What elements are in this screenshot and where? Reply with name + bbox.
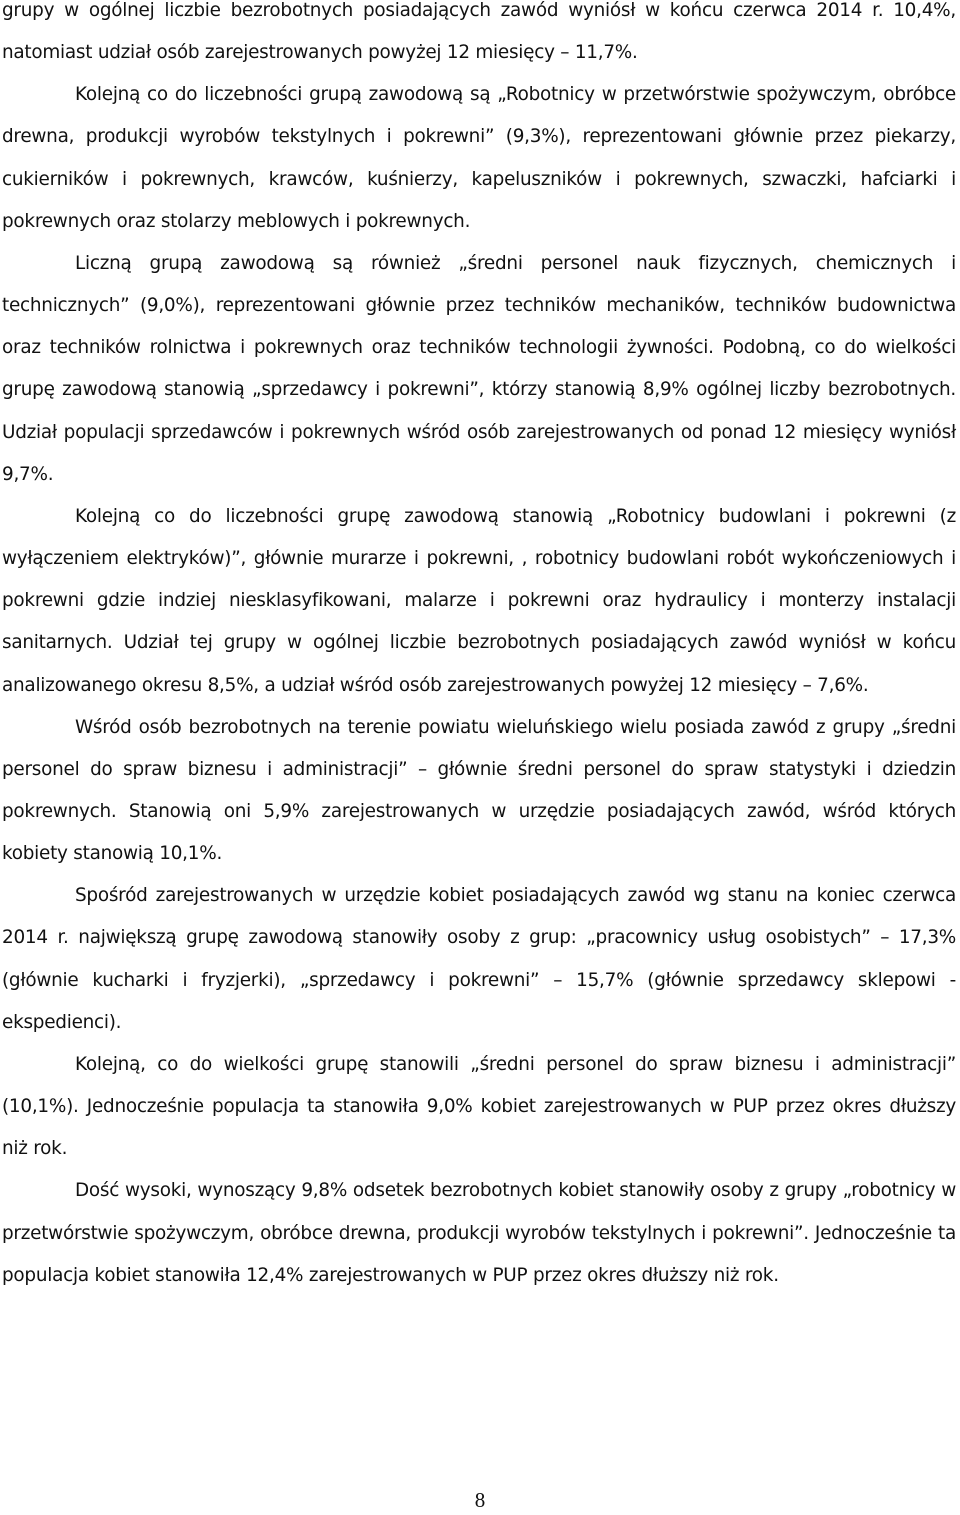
paragraph-2: Kolejną co do liczebności grupą zawodową są „Robotnicy w przetwórstwie spożywczym, obróbce drewna, produkcji wyrobów tekstylnych i pokrewni” (9,3%), reprezentowani głównie przez piekarzy, cukierników i pokrewnych, krawców, kuśnierzy, kapeluszników i pokrewnych, szwaczki, hafciarki i pokrewnych oraz stolarzy meblowych i pokrewnych.: [2, 84, 956, 232]
paragraph-6: Spośród zarejestrowanych w urzędzie kobiet posiadających zawód wg stanu na koniec czerwca 2014 r. największą grupę zawodową stanowiły osoby z grup: „pracownicy usług osobistych” – 17,3% (głównie kucharki i fryzjerki), „sprzedawcy i pokrewni” – 15,7% (głównie sprzedawcy sklepowi - ekspedienci).: [2, 885, 956, 1033]
body-text: [2, 0, 956, 1297]
page-number: 8: [474, 1488, 486, 1512]
paragraph-8: Dość wysoki, wynoszący 9,8% odsetek bezrobotnych kobiet stanowiły osoby z grupy „robotnicy w przetwórstwie spożywczym, obróbce drewna, produkcji wyrobów tekstylnych i pokrewni”. Jednocześnie ta populacja kobiet stanowiła 12,4% zarejestrowanych w PUP przez okres dłuższy niż rok.: [2, 1180, 956, 1286]
paragraph-7: Kolejną, co do wielkości grupę stanowili „średni personel do spraw biznesu i administracji” (10,1%). Jednocześnie populacja ta stanowiła 9,0% kobiet zarejestrowanych w PUP przez okres dłuższy niż rok.: [2, 1053, 956, 1160]
paragraph-1: grupy w ogólnej liczbie bezrobotnych posiadających zawód wyniósł w końcu czerwca 2014 r. 10,4%, natomiast udział osób zarejestrowanych powyżej 12 miesięcy – 11,7%.: [2, 0, 956, 64]
paragraph-4: Kolejną co do liczebności grupę zawodową stanowią „Robotnicy budowlani i pokrewni (z wyłączeniem elektryków)”, głównie murarze i pokrewni, , robotnicy budowlani robót wykończeniowych i pokrewni gdzie indziej niesklasyfikowani, malarze i pokrewni oraz hydraulicy i monterzy instalacji sanitarnych. Udział tej grupy w ogólnej liczbie bezrobotnych posiadających zawód wyniósł w końcu analizowanego okresu 8,5%, a udział wśród osób zarejestrowanych powyżej 12 miesięcy – 7,6%.: [2, 505, 956, 696]
paragraph-5: Wśród osób bezrobotnych na terenie powiatu wieluńskiego wielu posiada zawód z grupy „średni personel do spraw biznesu i administracji” – głównie średni personel do spraw statystyki i dziedzin pokrewnych. Stanowią oni 5,9% zarejestrowanych w urzędzie posiadających zawód, wśród których kobiety stanowią 10,1%.: [2, 716, 956, 865]
paragraph-3: Liczną grupą zawodową są również „średni personel nauk fizycznych, chemicznych i technicznych” (9,0%), reprezentowani głównie przez techników mechaników, techników budownictwa oraz techników rolnictwa i pokrewnych oraz techników technologii żywności. Podobną, co do wielkości grupę zawodową stanowią „sprzedawcy i pokrewni”, którzy stanowią 8,9% ogólnej liczby bezrobotnych. Udział populacji sprzedawców i pokrewnych wśród osób zarejestrowanych od ponad 12 miesięcy wyniósł 9,7%.: [2, 252, 956, 485]
